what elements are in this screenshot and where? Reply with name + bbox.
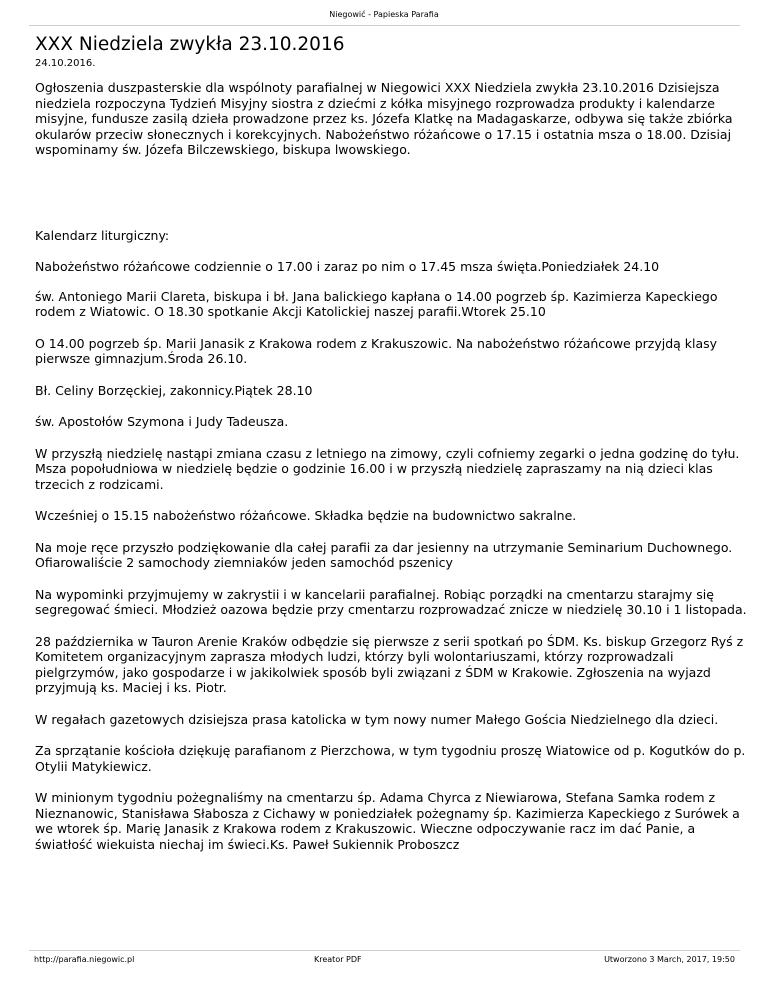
footer-generator: Kreator PDF [314, 955, 362, 964]
page-header: Niegowić - Papieska Parafia [329, 10, 439, 19]
announcement-paragraph: O 14.00 pogrzeb śp. Marii Janasik z Krakowa rodem z Krakuszowic. Na nabożeństwo różańcowe przyjdą klasy pierwsze gimnazjum.Środa 26.10. [35, 335, 718, 366]
announcement-paragraph: W przyszłą niedzielę nastąpi zmiana czasu z letniego na zimowy, czyli cofniemy zegarki o jedna godzinę do tyłu. Msza popołudniowa w niedzielę będzie o godzinie 16.00 i w przyszłą niedzielę zapraszamy na nią dzieci klas trzecich z rodzicami. [35, 445, 740, 492]
announcement-paragraph: Nabożeństwo różańcowe codziennie o 17.00 i zaraz po nim o 17.45 msza święta.Poniedziałek 24.10 [35, 259, 660, 274]
footer-created-date: Utworzono 3 March, 2017, 19:50 [604, 955, 735, 964]
footer-url: http://parafia.niegowic.pl [34, 955, 135, 964]
announcement-paragraph: Na moje ręce przyszło podziękowanie dla całej parafii za dar jesienny na utrzymanie Seminarium Duchownego. Ofiarowaliście 2 samochody ziemniaków jeden samochód pszenicy [35, 539, 733, 570]
announcement-paragraph: Bł. Celiny Borzęckiej, zakonnicy.Piątek 28.10 [35, 382, 313, 398]
announcement-paragraph: Za sprzątanie kościoła dziękuję parafianom z Pierzchowa, w tym tygodniu proszę Wiatowice od p. Kogutków do p. Otylii Matykiewicz. [35, 743, 746, 774]
header-divider [29, 25, 740, 26]
announcement-paragraph: Wcześniej o 15.15 nabożeństwo różańcowe. Składka będzie na budownictwo sakralne. [35, 508, 577, 523]
announcement-paragraph: W minionym tygodniu pożegnaliśmy na cmentarzu śp. Adama Chyrca z Niewiarowa, Stefana Samka rodem z Nieznanowic, Stanisława Słabosza z Cichawy w poniedziałek pożegnamy śp. Kazimierza Kapeckiego z Surówek a we wtorek śp. Marię Janasik z Krakowa rodem z Krakuszowic. Wieczne odpoczywanie racz im dać Panie, a światłość wiekuista niechaj im świeci.Ks. Paweł Sukiennik Proboszcz [35, 790, 740, 852]
announcement-paragraph: 28 października w Tauron Arenie Kraków odbędzie się pierwsze z serii spotkań po ŚDM. Ks. biskup Grzegorz Ryś z Komitetem organizacyjnym zaprasza młodych ludzi, którzy byli wolontariuszami, którzy rozprowadzali pielgrzymów, jako gospodarze i w jakikolwiek sposób byli związani z ŚDM w Krakowie. Zgłoszenia na wyjazd przyjmują ks. Maciej i ks. Piotr. [35, 633, 744, 695]
article-date: 24.10.2016. [35, 58, 96, 69]
calendar-heading: Kalendarz liturgiczny: [35, 227, 170, 243]
article-body [35, 80, 747, 868]
page-footer [29, 950, 740, 971]
announcement-paragraph: św. Antoniego Marii Clareta, biskupa i bł. Jana balickiego kapłana o 14.00 pogrzeb śp. Kazimierza Kapeckiego rodem z Wiatowic. O 18.30 spotkanie Akcji Katolickiej naszej parafii.Wtorek 25.10 [35, 288, 718, 319]
announcement-paragraph: W regałach gazetowych dzisiejsza prasa katolicka w tym nowy numer Małego Gościa Niedzielnego dla dzieci. [35, 711, 719, 727]
announcement-paragraph: św. Apostołów Szymona i Judy Tadeusza. [35, 414, 289, 429]
announcement-intro: Ogłoszenia duszpasterskie dla wspólnoty parafialnej w Niegowici XXX Niedziela zwykła 23.10.2016 Dzisiejsza niedziela rozpoczyna Tydzień Misyjny siostra z dziećmi z kółka misyjnego rozprowadza produkty i kalendarze misyjne, fundusze zasilą dzieła prowadzone przez ks. Józefa Klatkę na Madagaskarze, odbywa się także zbiórka okularów przeciw słonecznych i korekcyjnych. Nabożeństwo różańcowe o 17.15 i ostatnia msza o 18.00. Dzisiaj wspominamy św. Józefa Bilczewskiego, biskupa lwowskiego. [35, 80, 733, 157]
article-title: XXX Niedziela zwykła 23.10.2016 [35, 34, 345, 55]
announcement-paragraph: Na wypominki przyjmujemy w zakrystii i w kancelarii parafialnej. Robiąc porządki na cmentarzu starajmy się segregować śmieci. Młodzież oazowa będzie przy cmentarzu rozprowadzać znicze w niedzielę 30.10 i 1 listopada. [35, 586, 747, 617]
